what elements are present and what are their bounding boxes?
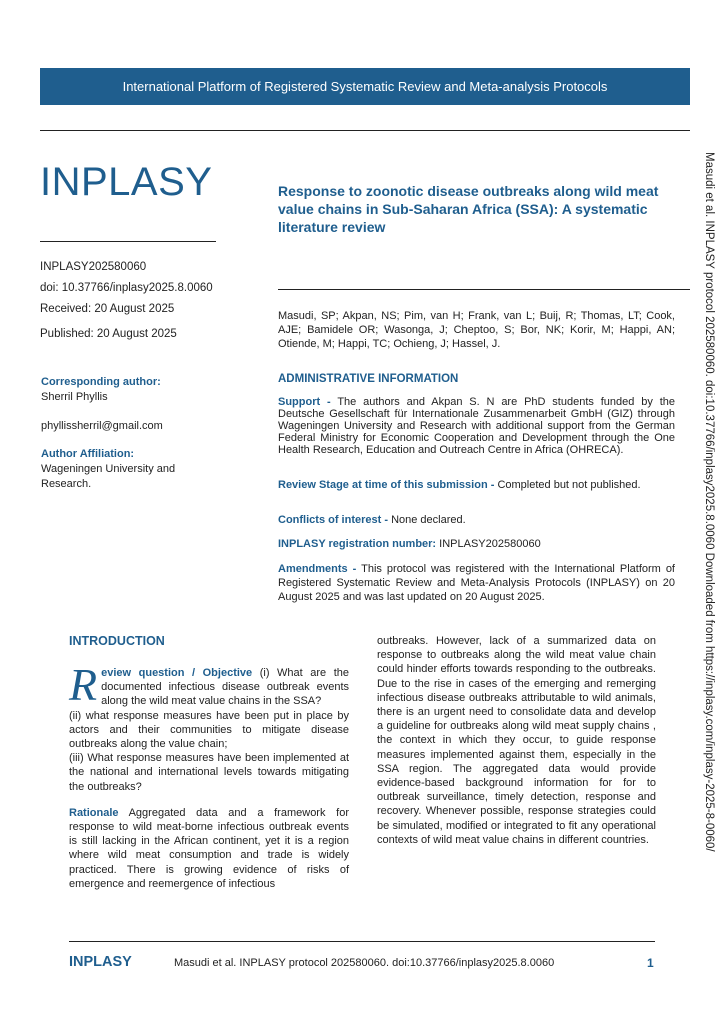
- rationale-label: Rationale: [69, 806, 119, 819]
- vertical-download-note: Masudi et al. INPLASY protocol 202580060. doi:10.37766/inplasy2025.8.0060 Downloaded from https://inplasy.com/inplasy-2025-8-0060/: [703, 152, 715, 852]
- article-title: Response to zoonotic disease outbreaks along wild meat value chains in Sub-Saharan Africa (SSA): A systematic literature review: [278, 183, 659, 235]
- registration-number-label: INPLASY registration number:: [278, 538, 437, 550]
- received-date: Received: 20 August 2025: [40, 303, 175, 315]
- affiliation-line-2: Research.: [41, 478, 92, 490]
- conflicts-text: None declared.: [388, 514, 466, 526]
- introduction-heading: INTRODUCTION: [69, 634, 165, 648]
- review-stage-text: Completed but not published.: [494, 479, 641, 491]
- review-stage-label: Review Stage at time of this submission -: [278, 479, 495, 491]
- amendments-paragraph: [278, 562, 675, 604]
- review-question-iii: (iii) What response measures have been implemented at the national and international levels towards mitigating the outbreaks?: [69, 752, 349, 793]
- footer-citation: Masudi et al. INPLASY protocol 202580060. doi:10.37766/inplasy2025.8.0060: [174, 957, 555, 969]
- support-text: The authors and Akpan S. N are PhD students funded by the Deutsche Gesellschaft für Internationale Zusammenarbeit GmbH (GIZ) through Wageningen University and Research with additional support from the German Federal Ministry for Economic Cooperation and Development through the One Health Research, Education and Outreach Centre in Africa (OHRECA).: [278, 396, 675, 456]
- amendments-label: Amendments -: [278, 563, 357, 575]
- inplasy-logo-text: INPLASY: [40, 160, 213, 204]
- review-question-ii: (ii) what response measures have been put in place by actors and their communities to mitigate disease outbreaks along the value chain;: [69, 709, 349, 751]
- review-stage-paragraph: [278, 479, 675, 491]
- corresponding-email[interactable]: phyllissherril@gmail.com: [41, 420, 163, 432]
- author-list: Masudi, SP; Akpan, NS; Pim, van H; Frank, van L; Buij, R; Thomas, LT; Cook, AJE; Bamidele OR; Wasonga, J; Cheptoo, S; Bor, NK; Korir, M; Happi, AN; Otiende, M; Happi, TC; Ochieng, J; Hassel, J.: [278, 310, 675, 350]
- conflicts-label: Conflicts of interest -: [278, 514, 389, 526]
- registration-number-paragraph: [278, 538, 675, 550]
- corresponding-author-name: Sherril Phyllis: [41, 391, 108, 403]
- title-divider: [278, 289, 690, 290]
- dropcap-letter: R: [69, 659, 98, 710]
- amendments-text: This protocol was registered with the International Platform of Registered Systematic Review and Meta-Analysis Protocols (INPLASY) on 20 August 2025 and was last updated on 20 August 2025.: [278, 563, 675, 603]
- top-divider: [40, 130, 690, 131]
- intro-column-right: outbreaks. However, lack of a summarized data on response to outbreaks along the wild meat value chain could hinder efforts towards responding to the outbreaks. Due to the rise in cases of the emerging and remerging infectious disease outbreaks attributable to wild animals, there is an urgent need to consolidate data and develop a guideline for outbreaks along wild meat supply chains , the context in which they occur, to guide response measures implemented against them, especially in the SSA region. The aggregated data would provide evidence-based background information for for to outbreak surveillance, timely detection, response and recovery. Whenever possible, response strategies could be simulated, modified or integrated to fit any operational contexts of wild meat value chains in different countries.: [377, 635, 656, 846]
- conflicts-paragraph: [278, 514, 675, 526]
- admin-info-heading: ADMINISTRATIVE INFORMATION: [278, 373, 459, 385]
- doi-text: doi: 10.37766/inplasy2025.8.0060: [40, 282, 213, 294]
- review-question-text: (i) What are the documented infectious disease outbreak events along the wild meat value chains in the SSA?: [101, 667, 350, 708]
- footer-brand: INPLASY: [69, 954, 132, 970]
- affiliation-line-1: Wageningen University and: [41, 463, 176, 475]
- footer-divider: [69, 941, 655, 942]
- support-label: Support -: [278, 396, 331, 408]
- page-number: 1: [647, 956, 654, 970]
- rationale-paragraph: [69, 806, 349, 891]
- intro-column-left: [69, 659, 350, 891]
- rationale-text: Aggregated data and a framework for response to wild meat-borne infectious outbreak events is still lacking in the African continent, yet it is a region where wild meat consumption and trade is widely practiced. There is growing evidence of risks of emergence and reemergence of infectious: [69, 806, 349, 890]
- published-date: Published: 20 August 2025: [40, 328, 177, 340]
- registration-number-text: INPLASY202580060: [436, 538, 541, 550]
- affiliation-label: Author Affiliation:: [41, 448, 135, 460]
- corresponding-author-label: Corresponding author:: [41, 376, 161, 388]
- platform-banner: International Platform of Registered Systematic Review and Meta-analysis Protocols: [40, 68, 690, 105]
- support-paragraph: [278, 396, 675, 456]
- review-question-label: eview question / Objective: [101, 667, 253, 679]
- registration-id: INPLASY202580060: [40, 261, 147, 273]
- brand-divider: [40, 241, 216, 242]
